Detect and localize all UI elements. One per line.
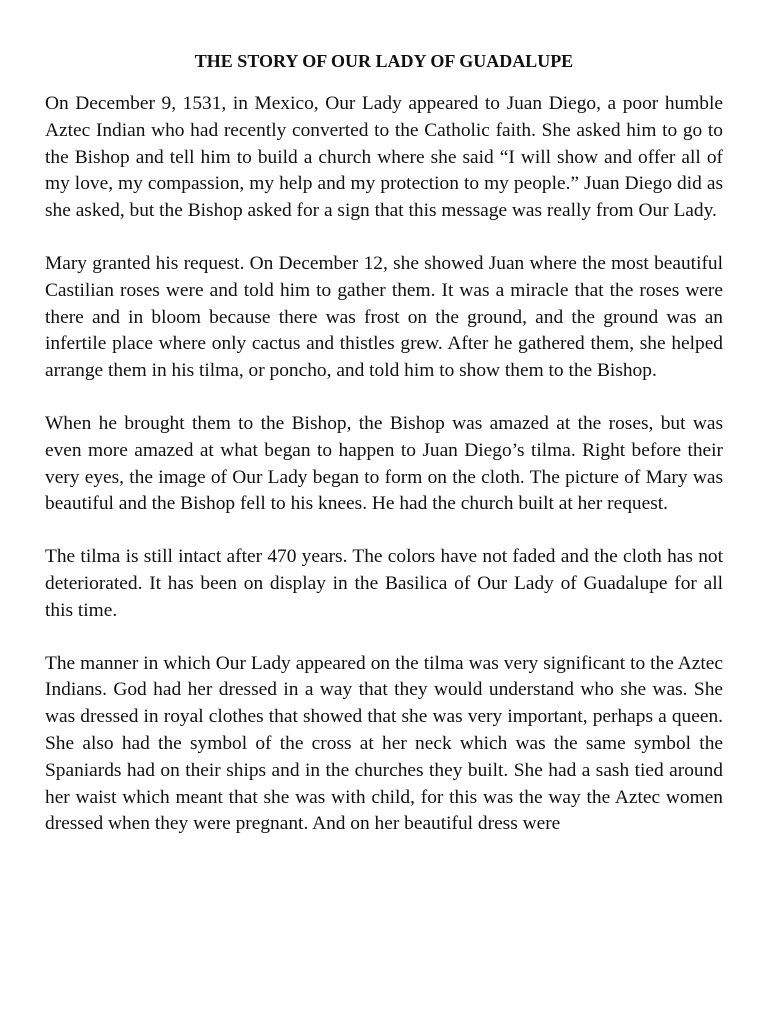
paragraph-tilma-image: When he brought them to the Bishop, the Bishop was amazed at the roses, but was even more amazed at what began to happen to Juan Diego’s tilma. Right before their very eyes, the image of Our Lady began to form on the cloth. The picture of Mary was beautiful and the Bishop fell to his knees. He had the church built at her request.	[45, 412, 723, 515]
paragraph-roses: Mary granted his request. On December 12, she showed Juan where the most beautiful Castilian roses were and told him to gather them. It was a miracle that the roses were there and in bloom because there was frost on the ground, and the ground was an infertile place where only cactus and thistles grew. After he gathered them, she helped arrange them in his tilma, or poncho, and told him to show them to the Bishop.	[45, 252, 723, 382]
paragraph-apparition: On December 9, 1531, in Mexico, Our Lady appeared to Juan Diego, a poor humble Aztec Indian who had recently converted to the Catholic faith. She asked him to go to the Bishop and tell him to build a church where she said “I will show and offer all of my love, my compassion, my help and my protection to my people.” Juan Diego did as she asked, but the Bishop asked for a sign that this message was really from Our Lady.	[45, 93, 723, 222]
paragraph-tilma-intact: The tilma is still intact after 470 years. The colors have not faded and the cloth has not deteriorated. It has been on display in the Basilica of Our Lady of Guadalupe for all this time.	[45, 546, 723, 621]
paragraph-significance: The manner in which Our Lady appeared on the tilma was very significant to the Aztec Indians. God had her dressed in a way that they would understand who she was. She was dressed in royal clothes that showed that she was very important, perhaps a queen. She also had the symbol of the cross at her neck which was the same symbol the Spaniards had on their ships and in the churches they built. She had a sash tied around her waist which meant that she was with child, for this was the way the Aztec women dressed when they were pregnant. And on her beautiful dress were	[45, 652, 723, 835]
document-page	[45, 48, 723, 838]
document-title: THE STORY OF OUR LADY OF GUADALUPE	[194, 51, 574, 71]
